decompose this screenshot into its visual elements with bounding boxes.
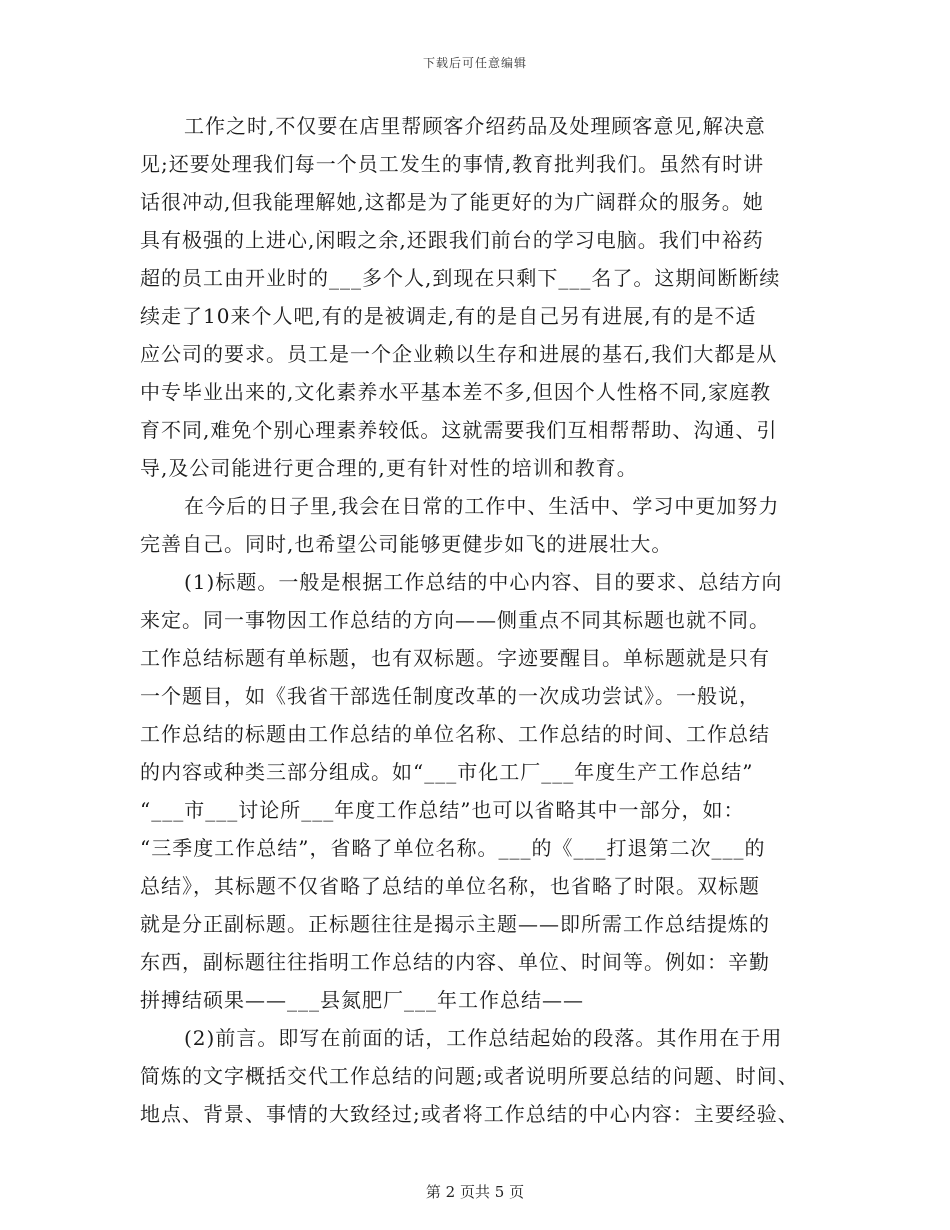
text-line: 总结》，其标题不仅省略了总结的单位名称，也省略了时限。双标题	[140, 874, 760, 898]
page-header-note: 下载后可任意编辑	[422, 56, 527, 70]
text-line: 中专毕业出来的,文化素养水平基本差不多,但因个人性格不同,家庭教	[140, 380, 772, 404]
text-line: 完善自己。同时,也希望公司能够更健步如飞的进展壮大。	[140, 532, 673, 556]
text-line: 工作之时,不仅要在店里帮顾客介绍药品及处理顾客意见,解决意	[184, 114, 766, 138]
text-line: 简炼的文字概括交代工作总结的问题;或者说明所要总结的问题、时间、	[140, 1064, 799, 1088]
text-line: 应公司的要求。员工是一个企业赖以生存和进展的基石,我们大都是从	[140, 342, 778, 366]
text-line: “___市___讨论所___年度工作总结”也可以省略其中一部分，如：	[140, 798, 745, 822]
paragraph-title-section	[140, 563, 830, 1019]
paragraph-staff-work	[140, 107, 830, 487]
text-line: (1)标题。一般是根据工作总结的中心内容、目的要求、总结方向	[184, 570, 783, 594]
text-line: 续走了10来个人吧,有的是被调走,有的是自己另有进展,有的是不适	[140, 304, 757, 328]
paragraph-future	[140, 487, 830, 563]
paragraph-preface-section	[140, 1019, 830, 1133]
text-line: 拼搏结硕果——___县氮肥厂___年工作总结——	[140, 988, 584, 1012]
text-line: 来定。同一事物因工作总结的方向——侧重点不同其标题也就不同。	[140, 608, 770, 632]
text-line: “三季度工作总结”，省略了单位名称。___的《___打退第二次___的	[140, 836, 766, 860]
text-line: 一个题目，如《我省干部选任制度改革的一次成功尝试》。一般说，	[140, 684, 760, 708]
page-number: 第 2 页共 5 页	[425, 1183, 525, 1201]
text-line: 就是分正副标题。正标题往往是揭示主题——即所需工作总结提炼的	[140, 912, 770, 936]
text-line: 育不同,难免个别心理素养较低。这就需要我们互相帮帮助、沟通、引	[140, 418, 778, 442]
text-line: 见;还要处理我们每一个员工发生的事情,教育批判我们。虽然有时讲	[140, 152, 765, 176]
text-line: 的内容或种类三部分组成。如“___市化工厂___年度生产工作总结”	[140, 760, 754, 784]
text-line: 在今后的日子里,我会在日常的工作中、生活中、学习中更加努力	[184, 494, 780, 518]
text-line: 东西，副标题往往指明工作总结的内容、单位、时间等。例如：辛勤	[140, 950, 770, 974]
text-line: 具有极强的上进心,闲暇之余,还跟我们前台的学习电脑。我们中裕药	[140, 228, 764, 252]
text-line: 导,及公司能进行更合理的,更有针对性的培训和教育。	[140, 456, 638, 480]
text-line: 话很冲动,但我能理解她,这都是为了能更好的为广阔群众的服务。她	[140, 190, 764, 214]
text-line: 地点、背景、事情的大致经过;或者将工作总结的中心内容：主要经验、	[140, 1102, 799, 1126]
document-body	[140, 107, 830, 1133]
text-line: 工作总结标题有单标题，也有双标题。字迹要醒目。单标题就是只有	[140, 646, 770, 670]
text-line: 超的员工由开业时的___多个人,到现在只剩下___名了。这期间断断续	[140, 266, 781, 290]
text-line: (2)前言。即写在前面的话，工作总结起始的段落。其作用在于用	[184, 1026, 783, 1050]
text-line: 工作总结的标题由工作总结的单位名称、工作总结的时间、工作总结	[140, 722, 770, 746]
